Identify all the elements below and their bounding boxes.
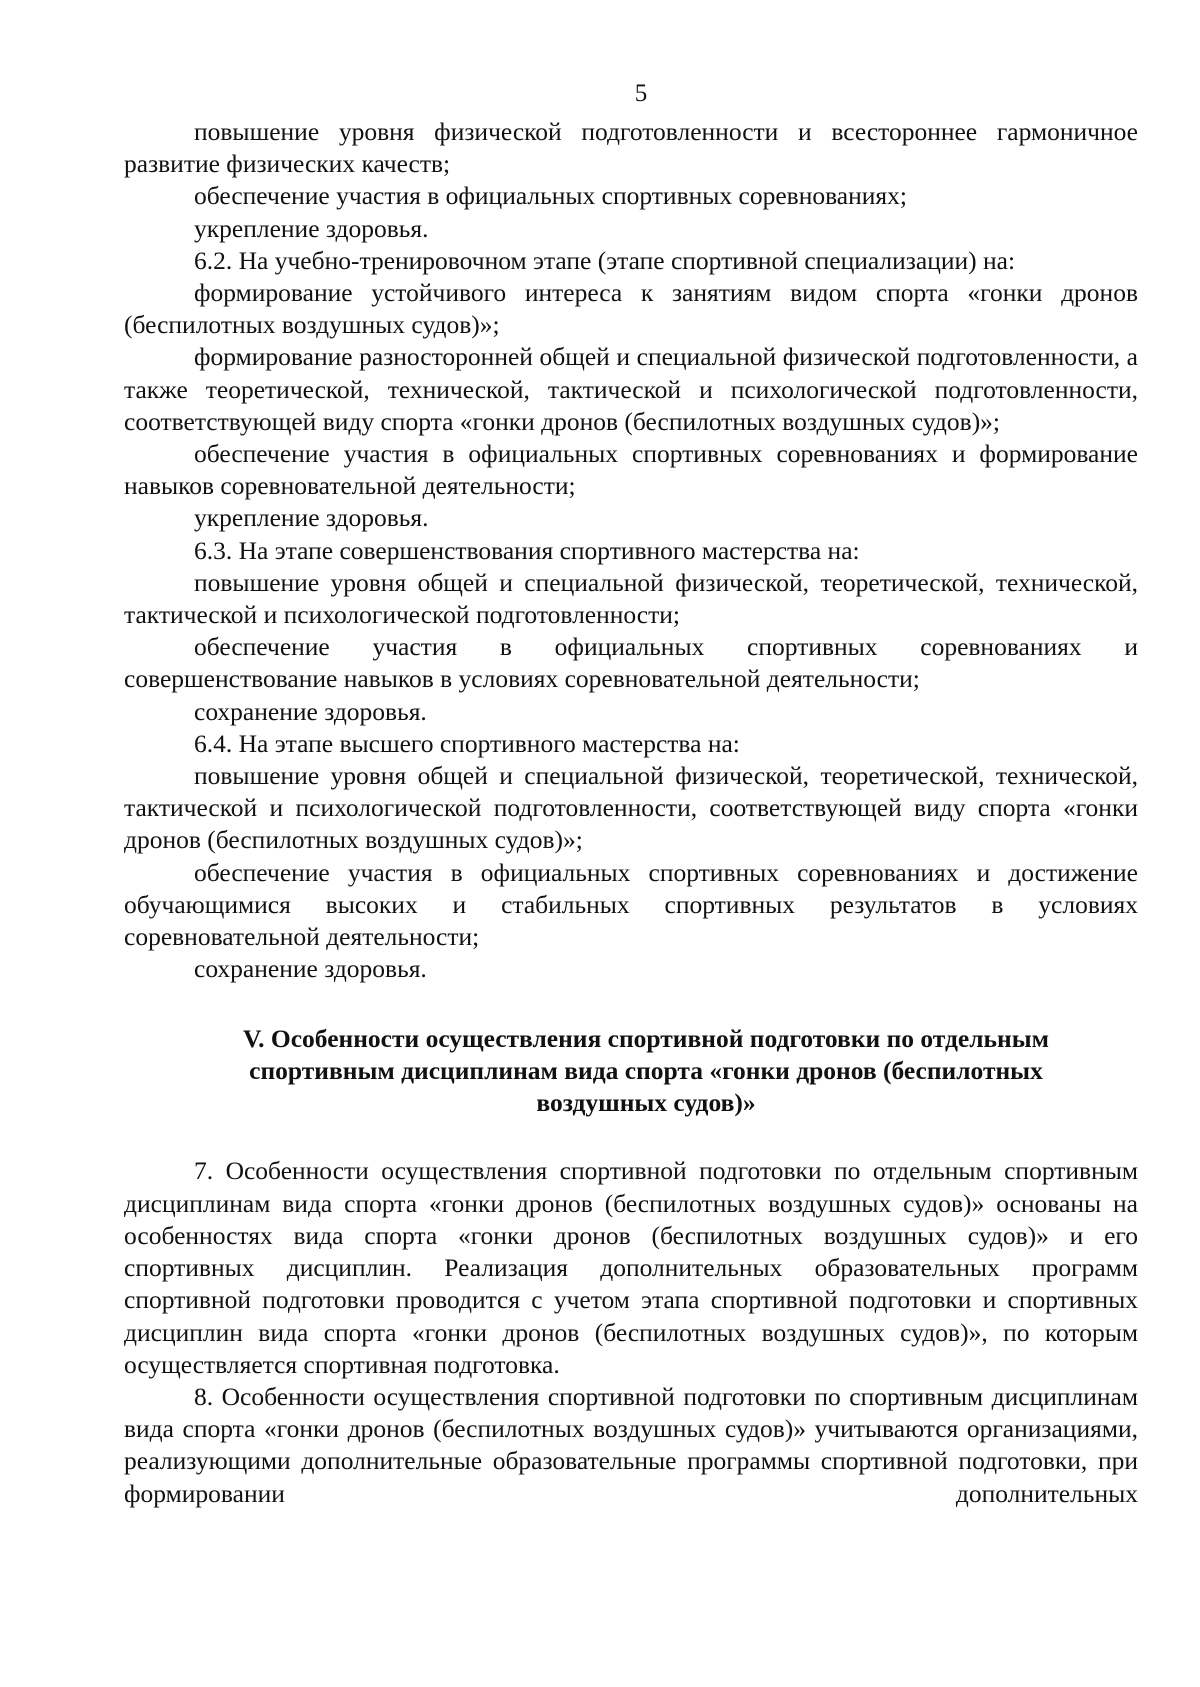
paragraph: 6.2. На учебно-тренировочном этапе (этапе спортивной специализации) на: <box>194 245 1016 275</box>
paragraph: повышение уровня физической подготовленности и всестороннее гармоничное развитие физических качеств; <box>124 117 1138 179</box>
paragraph: сохранение здоровья. <box>194 696 427 726</box>
body-bottom <box>124 1155 1138 1509</box>
paragraph: 8. Особенности осуществления спортивной подготовки по спортивным дисциплинам вида спорта «гонки дронов (беспилотных воздушных судов)» учитываются организациями, реализующими дополнительные образовательные программы спортивной подготовки, при формировании дополнительных <box>124 1381 1138 1508</box>
paragraph: 6.3. На этапе совершенствования спортивного мастерства на: <box>194 535 860 565</box>
paragraph: формирование устойчивого интереса к занятиям видом спорта «гонки дронов (беспилотных воздушных судов)»; <box>124 278 1138 340</box>
paragraph: обеспечение участия в официальных спортивных соревнованиях; <box>194 181 907 211</box>
paragraph: формирование разносторонней общей и специальной физической подготовленности, а также теоретической, технической, тактической и психологической подготовленности, соответствующей виду спорта «гонки дронов (беспилотных воздушных судов)»; <box>124 342 1138 436</box>
paragraph: обеспечение участия в официальных спортивных соревнованиях и достижение обучающимися высоких и стабильных спортивных результатов в условиях соревновательной деятельности; <box>124 857 1138 952</box>
section-heading-line: спортивным дисциплинам вида спорта «гонки дронов (беспилотных <box>249 1056 1043 1086</box>
paragraph: сохранение здоровья. <box>194 954 427 984</box>
body-top <box>124 116 1138 985</box>
paragraph: 7. Особенности осуществления спортивной подготовки по отдельным спортивным дисциплинам вида спорта «гонки дронов (беспилотных воздушных судов)» основаны на особенностях вида спорта «гонки дронов (беспилотных воздушных судов)» и его спортивных дисциплин. Реализация дополнительных образовательных программ спортивной подготовки проводится с учетом этапа спортивной подготовки и спортивных дисциплин вида спорта «гонки дронов (беспилотных воздушных судов)», по которым осуществляется спортивная подготовка. <box>124 1156 1138 1379</box>
section-heading-line: V. Особенности осуществления спортивной подготовки по отдельным <box>243 1024 1049 1054</box>
section-heading-line: воздушных судов)» <box>536 1088 756 1118</box>
paragraph: повышение уровня общей и специальной физической, теоретической, технической, тактической и психологической подготовленности; <box>124 567 1138 630</box>
paragraph: укрепление здоровья. <box>194 503 429 533</box>
page-number: 5 <box>634 80 648 107</box>
paragraph: 6.4. На этапе высшего спортивного мастерства на: <box>194 728 740 758</box>
section-heading <box>124 1023 1138 1119</box>
paragraph: укрепление здоровья. <box>194 213 429 243</box>
paragraph: обеспечение участия в официальных спортивных соревнованиях и совершенствование навыков в условиях соревновательной деятельности; <box>124 632 1138 694</box>
paragraph: повышение уровня общей и специальной физической, теоретической, технической, тактической и психологической подготовленности, соответствующей виду спорта «гонки дронов (беспилотных воздушных судов)»; <box>124 761 1138 855</box>
paragraph: обеспечение участия в официальных спортивных соревнованиях и формирование навыков соревновательной деятельности; <box>124 439 1138 501</box>
